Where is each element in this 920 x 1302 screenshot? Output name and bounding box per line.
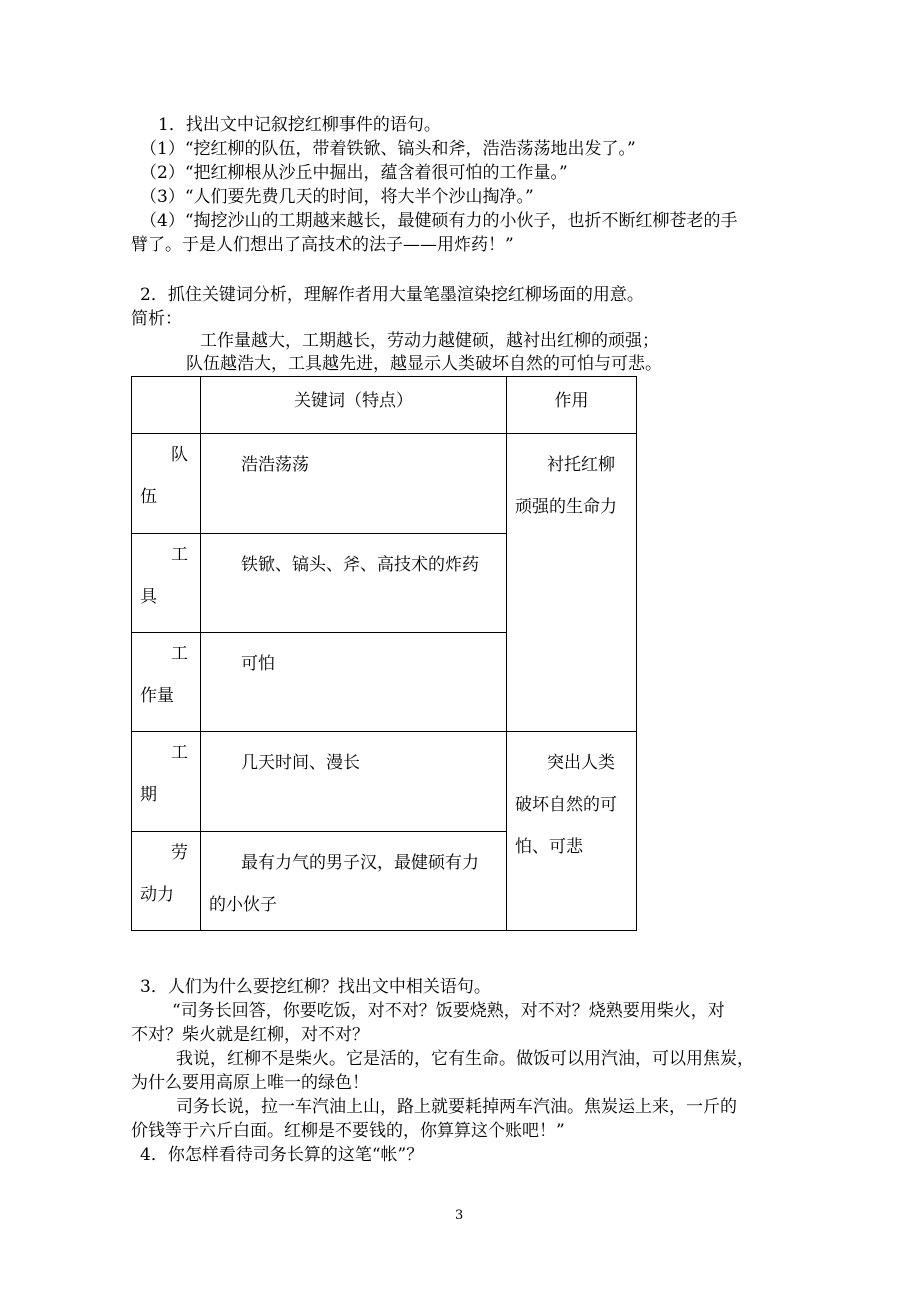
header-effect: 作用 — [507, 377, 637, 434]
table-row — [132, 732, 637, 831]
effect-2-line-3: 怕、可悲 — [515, 837, 583, 858]
q3-line-5: 司务长说，拉一车汽油上山，路上就要耗掉两车汽油。焦炭运上来，一斤的 — [176, 1097, 737, 1117]
row-label-line-2: 伍 — [140, 487, 157, 508]
page-number: 3 — [455, 1208, 464, 1223]
row-label-line-1: 工 — [171, 544, 188, 565]
q1-item-4-cont: 臂了。于是人们想出了高技术的法子——用炸药！” — [131, 235, 514, 255]
row-keyword-line-2: 的小伙子 — [209, 894, 277, 915]
q3-line-3: 我说，红柳不是柴火。它是活的，它有生命。做饭可以用汽油，可以用焦炭， — [176, 1049, 754, 1069]
row-keyword-line-1: 几天时间、漫长 — [241, 753, 360, 774]
row-label-line-1: 队 — [171, 445, 188, 466]
row-keyword — [201, 632, 507, 731]
q1-item-4: （4）“掏挖沙山的工期越来越长，最健硕有力的小伙子，也折不断红柳苍老的手 — [140, 211, 738, 231]
row-keyword-line-1: 最有力气的男子汉，最健硕有力 — [241, 852, 479, 873]
row-label — [132, 732, 201, 831]
q1-item-3: （3）“人们要先费几天的时间，将大半个沙山掏净。” — [140, 187, 534, 207]
q2-title: 2．抓住关键词分析，理解作者用大量笔墨渲染挖红柳场面的用意。 — [140, 285, 644, 305]
q3-line-4: 为什么要用高原上唯一的绿色！ — [131, 1073, 369, 1093]
effect-1-line-1: 衬托红柳 — [547, 455, 615, 476]
q2-brief-label: 简析： — [131, 309, 182, 329]
table-row — [132, 434, 637, 533]
q3-line-6: 价钱等于六斤白面。红柳是不要钱的，你算算这个账吧！” — [131, 1121, 565, 1141]
effect-2-line-1: 突出人类 — [547, 753, 615, 774]
table-header-row — [132, 377, 637, 434]
q1-item-2: （2）“把红柳根从沙丘中掘出，蕴含着很可怕的工作量。” — [140, 163, 568, 183]
row-label-line-1: 工 — [171, 643, 188, 664]
q4-title: 4．你怎样看待司务长算的这笔“帐”？ — [140, 1145, 424, 1165]
row-label — [132, 434, 201, 533]
row-label — [132, 533, 201, 632]
header-keywords: 关键词（特点） — [201, 377, 507, 434]
q3-title: 3．人们为什么要挖红柳？找出文中相关语句。 — [140, 977, 491, 997]
row-label-line-1: 劳 — [171, 842, 188, 863]
row-keyword-line-1: 可怕 — [241, 653, 275, 674]
row-label-line-2: 期 — [140, 785, 157, 806]
q1-item-1: （1）“挖红柳的队伍，带着铁锨、镐头和斧，浩浩荡荡地出发了。” — [140, 139, 636, 159]
q1-title: 1．找出文中记叙挖红柳事件的语句。 — [158, 115, 441, 135]
effect-1-line-2: 顽强的生命力 — [515, 497, 617, 518]
q3-line-1: “司务长回答，你要吃饭，对不对？饭要烧熟，对不对？烧熟要用柴火，对 — [172, 1001, 725, 1021]
q2-brief-line-1: 工作量越大，工期越长，劳动力越健硕，越衬出红柳的顽强； — [200, 331, 659, 351]
row-keyword-line-1: 浩浩荡荡 — [241, 455, 309, 476]
effect-2-line-2: 破坏自然的可 — [515, 795, 617, 816]
row-keyword-line-1: 铁锨、镐头、斧、高技术的炸药 — [241, 554, 479, 575]
effect-cell-1 — [507, 434, 637, 732]
q3-line-2: 不对？柴火就是红柳，对不对？ — [131, 1025, 369, 1045]
header-blank — [132, 377, 201, 434]
row-label-line-2: 具 — [140, 586, 157, 607]
row-keyword — [201, 533, 507, 632]
row-keyword — [201, 434, 507, 533]
row-label-line-2: 作量 — [140, 685, 174, 706]
row-label-line-2: 动力 — [140, 884, 174, 905]
row-label — [132, 831, 201, 930]
q2-brief-line-2: 队伍越浩大，工具越先进，越显示人类破坏自然的可怕与可悲。 — [186, 354, 662, 374]
row-keyword — [201, 732, 507, 831]
row-label-line-1: 工 — [171, 743, 188, 764]
keyword-table — [131, 376, 637, 931]
effect-cell-2 — [507, 732, 637, 931]
row-label — [132, 632, 201, 731]
row-keyword — [201, 831, 507, 930]
